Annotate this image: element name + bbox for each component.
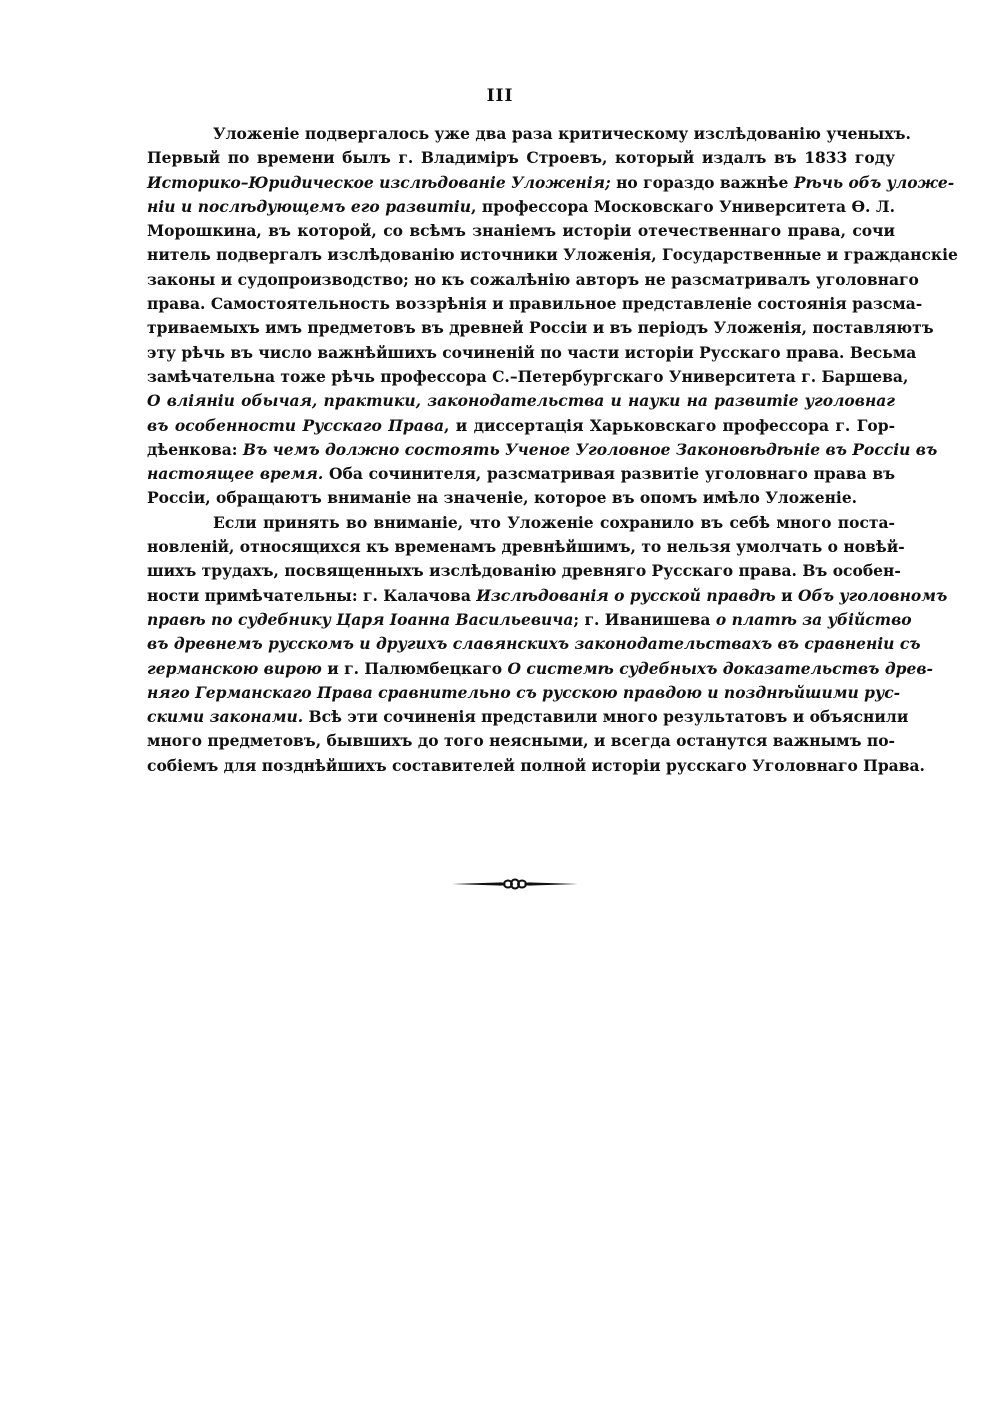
text-line [147, 559, 901, 583]
page-number: III [486, 86, 514, 106]
text-span: дѣенкова: [147, 439, 243, 459]
text-line [147, 438, 938, 462]
text-line [147, 341, 917, 365]
text-span: Если принять во вниманіе, что Уложеніе сохранило въ себѣ много поста- [213, 512, 895, 532]
text-span: эту рѣчь въ число важнѣйшихъ сочиненій по части исторіи Русскаго права. Весьма [147, 342, 917, 362]
text-span: Россіи, обращаютъ вниманіе на значеніе, которое въ опомъ имѣло Уложеніе. [147, 488, 858, 508]
text-line [147, 365, 909, 389]
italic-title-text: настоящее время. [147, 464, 324, 484]
italic-title-text: Рѣчь объ уложе- [793, 172, 955, 192]
text-line [147, 535, 905, 559]
text-span: и [775, 585, 799, 605]
text-line [147, 729, 895, 753]
text-line [147, 171, 955, 195]
text-span: ности примѣчательны: г. Калачова [147, 585, 477, 605]
text-span: много предметовъ, бывшихъ до того неясными, и всегда останутся важнымъ по- [147, 731, 895, 751]
text-span: Первый по времени былъ г. Владиміръ Строевъ, который издалъ въ 1833 году [147, 148, 895, 168]
text-line [147, 462, 895, 486]
italic-title-text: въ древнемъ русскомъ и другихъ славянскихъ законодательствахъ въ сравненіи съ [147, 634, 921, 654]
text-line [147, 389, 895, 413]
italic-title-text: няго Германскаго Права сравнительно съ русскою правдою и позднѣйшими рус- [147, 682, 901, 702]
text-span: Оба сочинителя, разсматривая развитіе уголовнаго права въ [323, 464, 896, 484]
italic-title-text: о платѣ за убійство [715, 609, 912, 629]
text-line [147, 754, 925, 778]
text-span: триваемыхъ имъ предметовъ въ древней Россіи и въ періодъ Уложенія, поставляютъ [147, 318, 934, 338]
text-line [147, 584, 948, 608]
italic-title-text: въ особенности Русскаго Права [147, 415, 444, 435]
text-line [147, 705, 909, 729]
text-line [147, 146, 895, 170]
text-line [147, 511, 895, 535]
text-span: но гораздо важнѣе [610, 172, 794, 192]
text-span: Всѣ эти сочиненія представили много результатовъ и объяснили [303, 707, 909, 727]
text-line [147, 608, 912, 632]
italic-title-text: Въ чемъ должно состоять Ученое Уголовное Законовѣдѣніе въ Россіи въ [242, 439, 938, 459]
body-text [147, 122, 958, 778]
text-line [147, 414, 895, 438]
italic-title-text: Изслѣдованія о русской правдѣ [476, 585, 776, 605]
text-span: новленій, относящихся къ временамъ древнѣйшимъ, то нельзя умолчать о новѣй- [147, 537, 905, 557]
text-span: и г. Палюмбецкаго [321, 658, 508, 678]
text-line [147, 195, 895, 219]
text-line [147, 316, 934, 340]
text-line [147, 243, 958, 267]
italic-title-text: ніи и послѣдующемъ его развитіи [147, 196, 472, 216]
text-span: права. Самостоятельность воззрѣнія и правильное представленіе состоянія разсма- [147, 294, 923, 314]
text-line [147, 268, 919, 292]
text-line [147, 681, 901, 705]
text-span: , профессора Московскаго Университета Ѳ. Л. [471, 196, 895, 216]
text-span: Морошкина, въ которой, со всѣмъ знаніемъ исторіи отечественнаго права, сочи [147, 221, 895, 241]
italic-title-text: скими законами. [147, 707, 304, 727]
text-line [147, 292, 923, 316]
text-span: замѣчательна тоже рѣчь профессора С.–Петербургскаго Университета г. Баршева, [147, 366, 909, 386]
text-line [147, 122, 911, 146]
italic-title-text: правѣ по судебнику Царя Іоанна Васильевича [147, 609, 574, 629]
text-span: , и диссертація Харьковскаго профессора г. Гор- [444, 415, 896, 435]
text-span: ; г. Иванишева [573, 609, 716, 629]
italic-title-text: Объ уголовномъ [798, 585, 948, 605]
italic-title-text: Историко–Юридическое изслѣдованіе Уложенія; [147, 172, 611, 192]
ornament-divider [450, 876, 580, 892]
text-span: нитель подвергалъ изслѣдованію источники Уложенія, Государственные и гражданскіе [147, 245, 958, 265]
italic-title-text: германскою вирою [147, 658, 322, 678]
italic-title-text: О вліяніи обычая, практики, законодательства и науки на развитіе уголовнаг [147, 391, 895, 411]
text-span: законы и судопроизводство; но къ сожалѣнію авторъ не разсматривалъ уголовнаго [147, 269, 919, 289]
text-span: шихъ трудахъ, посвященныхъ изслѣдованію древняго Русскаго права. Въ особен- [147, 561, 901, 581]
text-line [147, 219, 895, 243]
italic-title-text: О системѣ судебныхъ доказательствъ древ- [507, 658, 933, 678]
text-span: собіемъ для позднѣйшихъ составителей полной исторіи русскаго Уголовнаго Права. [147, 755, 925, 775]
text-span: Уложеніе подвергалось уже два раза критическому изслѣдованію ученыхъ. [213, 124, 911, 143]
text-line [147, 657, 933, 681]
text-line [147, 486, 895, 510]
text-line [147, 632, 921, 656]
